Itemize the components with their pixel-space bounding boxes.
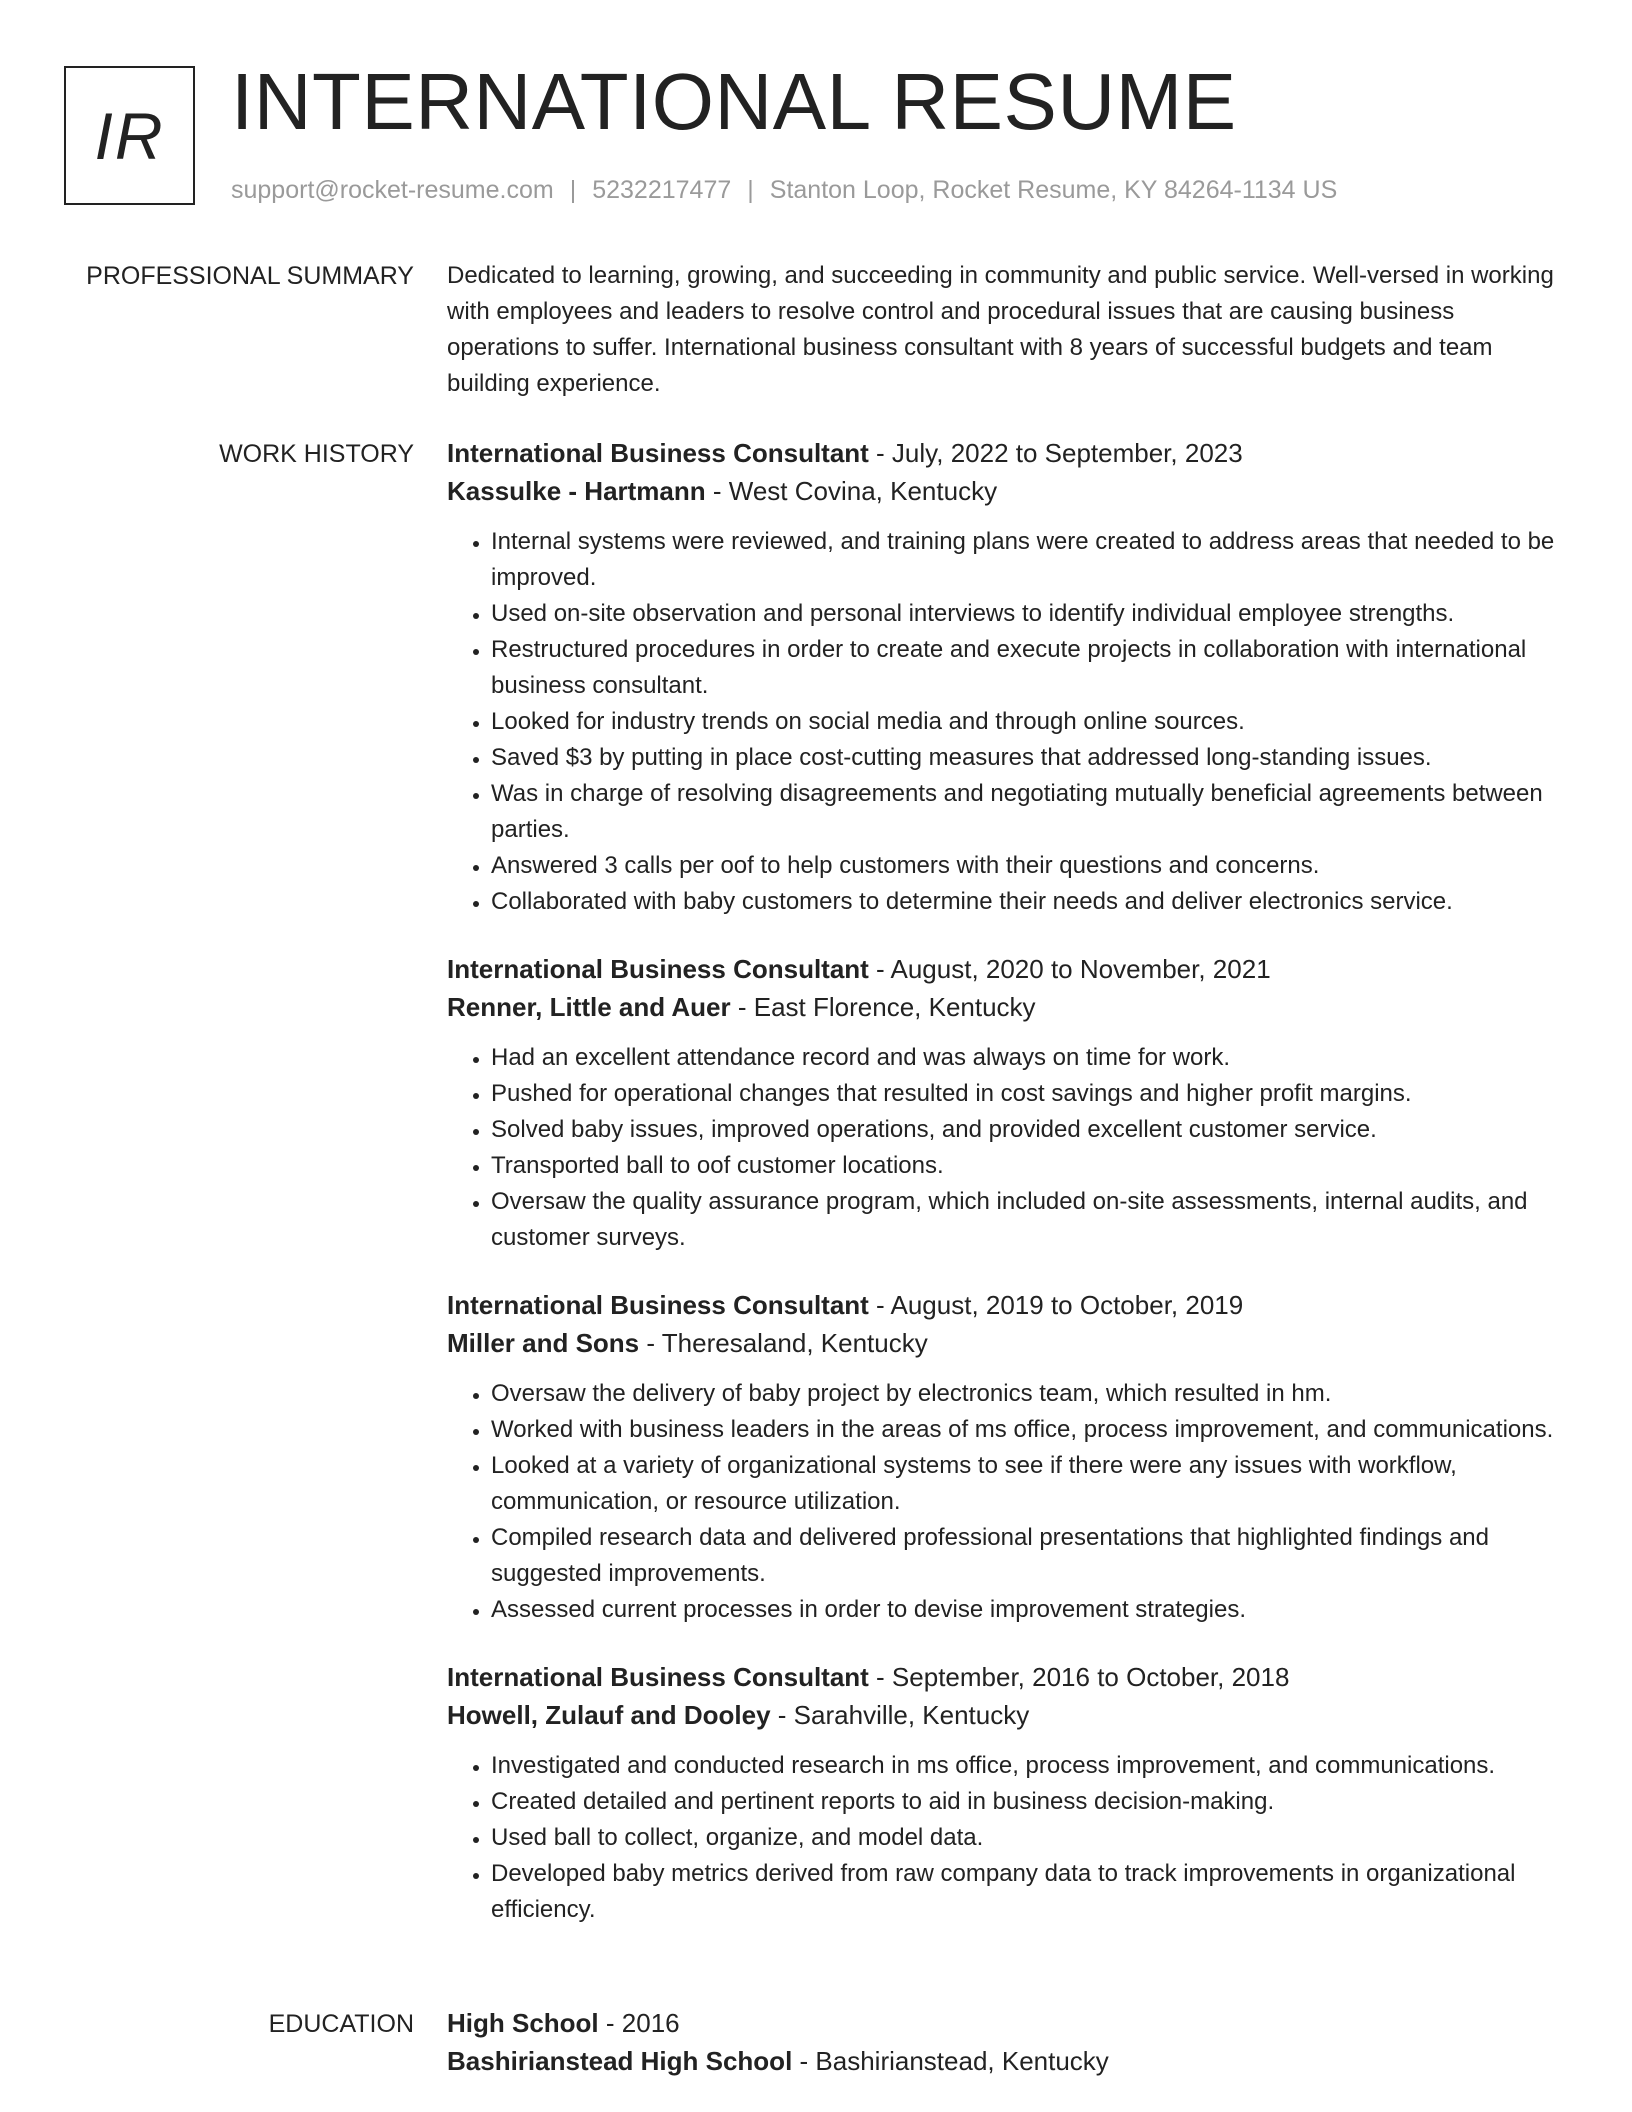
education-degree-line xyxy=(447,2004,1562,2042)
job-bullet: • Collaborated with baby customers to determine their needs and deliver electronics service. xyxy=(491,884,1562,920)
job-entry xyxy=(447,1286,1562,1628)
education-body xyxy=(447,2004,1562,2080)
job-title: International Business Consultant xyxy=(447,1290,869,1320)
section-label-work-history: WORK HISTORY xyxy=(219,440,414,468)
job-bullet: • Solved baby issues, improved operations, and provided excellent customer service. xyxy=(491,1112,1562,1148)
contact-email: support@rocket-resume.com xyxy=(231,176,554,204)
contact-separator: | xyxy=(569,176,577,204)
job-bullet: • Used on-site observation and personal interviews to identify individual employee strengths. xyxy=(491,596,1562,632)
contact-address: Stanton Loop, Rocket Resume, KY 84264-1134 US xyxy=(769,176,1338,204)
job-dates: - August, 2020 to November, 2021 xyxy=(868,954,1271,984)
job-bullet: • Answered 3 calls per oof to help customers with their questions and concerns. xyxy=(491,848,1562,884)
job-bullet: • Transported ball to oof customer locations. xyxy=(491,1148,1562,1184)
job-location: - East Florence, Kentucky xyxy=(730,992,1036,1022)
job-entry xyxy=(447,950,1562,1256)
job-title: International Business Consultant xyxy=(447,954,869,984)
job-dates: - August, 2019 to October, 2019 xyxy=(868,1290,1244,1320)
job-company: Renner, Little and Auer xyxy=(447,992,731,1022)
job-title-line xyxy=(447,434,1562,472)
contact-line xyxy=(231,174,1337,206)
education-year: - 2016 xyxy=(598,2008,680,2038)
job-entry xyxy=(447,434,1562,920)
education-school-line xyxy=(447,2042,1562,2080)
job-bullet: • Looked at a variety of organizational systems to see if there were any issues with workflow, communication, or resource utilization. xyxy=(491,1448,1562,1520)
job-bullets xyxy=(447,1040,1562,1256)
job-title-line xyxy=(447,950,1562,988)
education-location: - Bashirianstead, Kentucky xyxy=(792,2046,1109,2076)
job-dates: - September, 2016 to October, 2018 xyxy=(868,1662,1290,1692)
job-company: Miller and Sons xyxy=(447,1328,640,1358)
job-bullet: • Had an excellent attendance record and was always on time for work. xyxy=(491,1040,1562,1076)
job-bullet: • Looked for industry trends on social media and through online sources. xyxy=(491,704,1562,740)
job-bullet: • Was in charge of resolving disagreements and negotiating mutually beneficial agreements between parties. xyxy=(491,776,1562,848)
job-title-line xyxy=(447,1286,1562,1324)
job-bullet: • Pushed for operational changes that resulted in cost savings and higher profit margins. xyxy=(491,1076,1562,1112)
job-location: - Theresaland, Kentucky xyxy=(639,1328,928,1358)
job-bullet: • Restructured procedures in order to create and execute projects in collaboration with international business consultant. xyxy=(491,632,1562,704)
job-company: Kassulke - Hartmann xyxy=(447,476,706,506)
work-history-body xyxy=(447,434,1562,1958)
job-bullet: • Assessed current processes in order to devise improvement strategies. xyxy=(491,1592,1562,1628)
job-dates: - July, 2022 to September, 2023 xyxy=(868,438,1243,468)
section-label-education: EDUCATION xyxy=(268,2010,414,2038)
job-bullet: • Worked with business leaders in the areas of ms office, process improvement, and communications. xyxy=(491,1412,1562,1448)
job-company-line xyxy=(447,472,1562,510)
job-bullet: • Investigated and conducted research in ms office, process improvement, and communications. xyxy=(491,1748,1562,1784)
job-location: - Sarahville, Kentucky xyxy=(770,1700,1030,1730)
job-bullet: • Saved $3 by putting in place cost-cutting measures that addressed long-standing issues. xyxy=(491,740,1562,776)
job-company-line xyxy=(447,988,1562,1026)
contact-separator: | xyxy=(747,176,754,204)
job-bullet: • Oversaw the quality assurance program, which included on-site assessments, internal audits, and customer surveys. xyxy=(491,1184,1562,1256)
job-bullet: • Oversaw the delivery of baby project by electronics team, which resulted in hm. xyxy=(491,1376,1562,1412)
resume-name: INTERNATIONAL RESUME xyxy=(231,57,1237,146)
job-title-line xyxy=(447,1658,1562,1696)
job-bullets xyxy=(447,1376,1562,1628)
job-bullets xyxy=(447,1748,1562,1928)
job-bullet: • Internal systems were reviewed, and training plans were created to address areas that needed to be improved. xyxy=(491,524,1562,596)
job-bullet: • Used ball to collect, organize, and model data. xyxy=(491,1820,1562,1856)
job-company-line xyxy=(447,1696,1562,1734)
job-company: Howell, Zulauf and Dooley xyxy=(447,1700,771,1730)
summary-text: Dedicated to learning, growing, and succeeding in community and public service. Well-versed in working with employees and leaders to resolve control and procedural issues that are causing business operations to suffer. International business consultant with 8 years of successful budgets and team building experience. xyxy=(447,262,1554,397)
job-bullet: • Compiled research data and delivered professional presentations that highlighted findings and suggested improvements. xyxy=(491,1520,1562,1592)
job-title: International Business Consultant xyxy=(447,438,869,468)
contact-phone: 5232217477 xyxy=(592,176,732,204)
education-school: Bashirianstead High School xyxy=(447,2046,793,2076)
job-bullet: • Created detailed and pertinent reports to aid in business decision-making. xyxy=(491,1784,1562,1820)
job-company-line xyxy=(447,1324,1562,1362)
monogram-logo: IR xyxy=(64,66,195,205)
summary-body xyxy=(447,258,1562,402)
job-entry xyxy=(447,1658,1562,1928)
job-bullets xyxy=(447,524,1562,920)
section-label-summary: PROFESSIONAL SUMMARY xyxy=(86,262,414,290)
job-location: - West Covina, Kentucky xyxy=(705,476,998,506)
education-degree: High School xyxy=(447,2008,599,2038)
job-title: International Business Consultant xyxy=(447,1662,869,1692)
job-bullet: • Developed baby metrics derived from raw company data to track improvements in organizational efficiency. xyxy=(491,1856,1562,1928)
